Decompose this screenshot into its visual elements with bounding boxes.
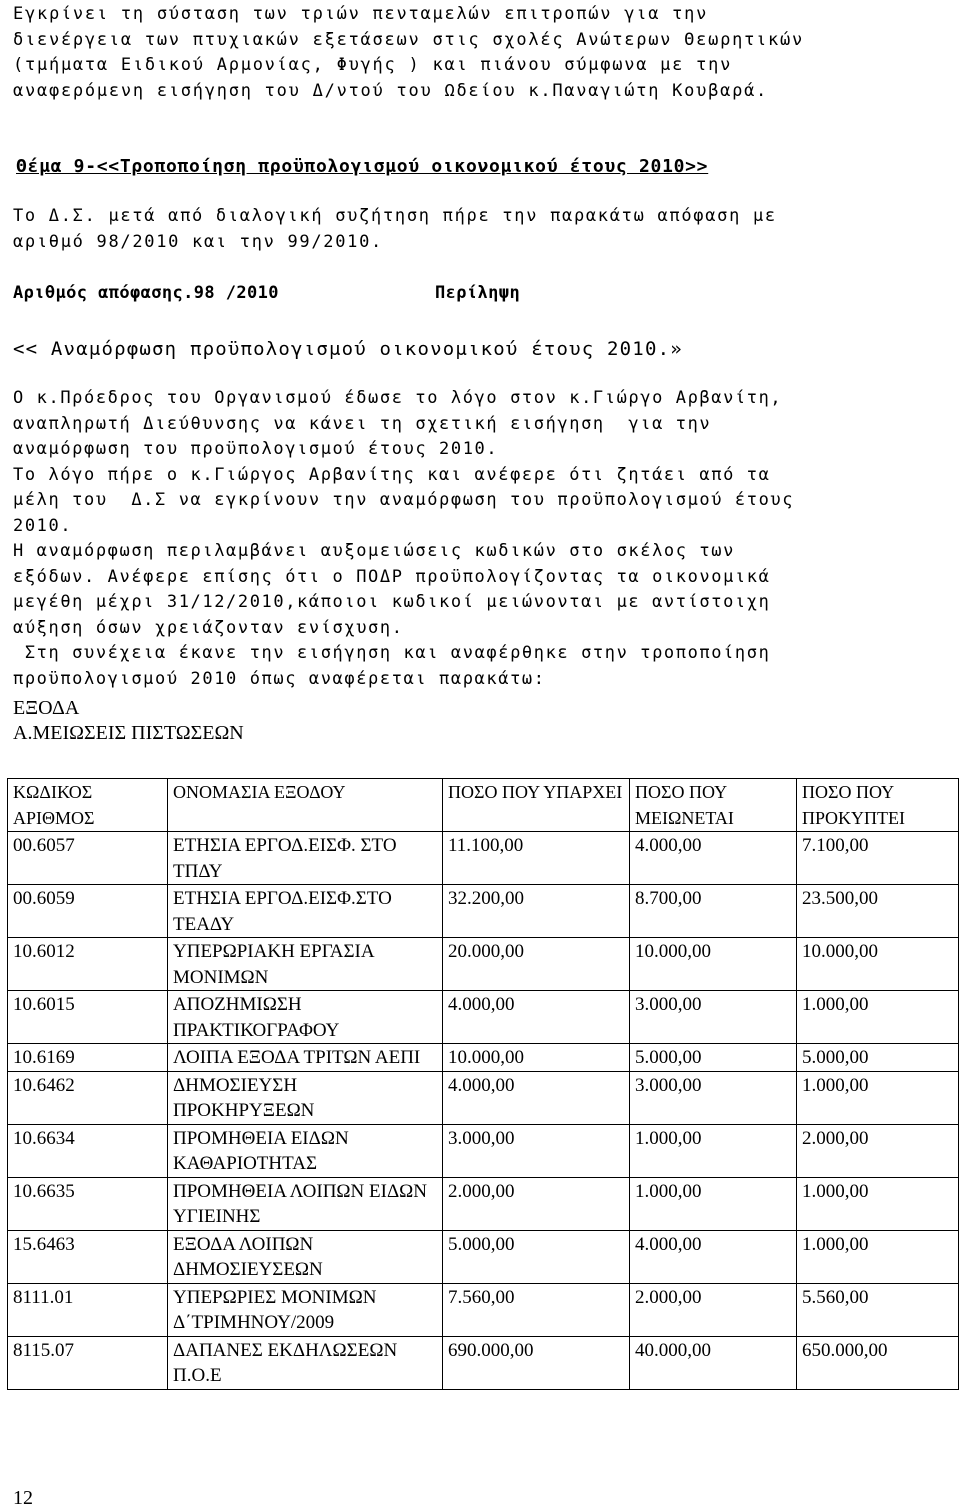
cell-reduction-amount: 1.000,00 [630,1124,797,1177]
cell-code: 15.6463 [8,1230,168,1283]
table-row [8,1044,959,1072]
cell-reduction-amount: 3.000,00 [630,991,797,1044]
table-row [8,1230,959,1283]
cell-expense-name: ΕΞΟΔΑ ΛΟΙΠΩΝ ΔΗΜΟΣΙΕΥΣΕΩΝ [168,1230,443,1283]
header-code: ΚΩΔΙΚΟΣ ΑΡΙΘΜΟΣ [8,779,168,832]
cell-resulting-amount: 23.500,00 [797,885,959,938]
cell-expense-name: ΠΡΟΜΗΘΕΙΑ ΛΟΙΠΩΝ ΕΙΔΩΝ ΥΓΙΕΙΝΗΣ [168,1177,443,1230]
cell-resulting-amount: 2.000,00 [797,1124,959,1177]
cell-code: 10.6462 [8,1071,168,1124]
cell-code: 00.6059 [8,885,168,938]
cell-reduction-amount: 4.000,00 [630,1230,797,1283]
cell-code: 10.6012 [8,938,168,991]
cell-reduction-amount: 10.000,00 [630,938,797,991]
cell-expense-name: ΥΠΕΡΩΡΙΑΚΗ ΕΡΓΑΣΙΑ ΜΟΝΙΜΩΝ [168,938,443,991]
cell-existing-amount: 20.000,00 [443,938,630,991]
header-reduction-amount: ΠΟΣΟ ΠΟΥ ΜΕΙΩΝΕΤΑΙ [630,779,797,832]
cell-code: 10.6169 [8,1044,168,1072]
cell-reduction-amount: 8.700,00 [630,885,797,938]
cell-existing-amount: 10.000,00 [443,1044,630,1072]
cell-resulting-amount: 1.000,00 [797,1071,959,1124]
cell-code: 10.6015 [8,991,168,1044]
cell-expense-name: ΕΤΗΣΙΑ ΕΡΓΟΔ.ΕΙΣΦ. ΣΤΟ ΤΠΔΥ [168,832,443,885]
cell-expense-name: ΥΠΕΡΩΡΙΕΣ ΜΟΝΙΜΩΝ Δ΄ΤΡΙΜΗΝΟΥ/2009 [168,1283,443,1336]
heading-credit-reductions: Α.ΜΕΙΩΣΕΙΣ ΠΙΣΤΩΣΕΩΝ [13,722,244,744]
cell-reduction-amount: 40.000,00 [630,1336,797,1389]
table-row [8,991,959,1044]
table-row [8,1336,959,1389]
cell-resulting-amount: 650.000,00 [797,1336,959,1389]
paragraph-proposal: Ο κ.Πρόεδρος του Οργανισμού έδωσε το λόγο στον κ.Γιώργο Αρβανίτη, αναπληρωτή Διεύθυνσης να κάνει τη σχετική εισήγηση για την αναμόρφωση του προϋπολογισμού έτους 2010. Το λόγο πήρε ο κ.Γιώργος Αρβανίτης και ανέφερε ότι ζητάει από τα μέλη του Δ.Σ να εγκρίνουν την αναμόρφωση του προϋπολογισμού έτους 2010. Η αναμόρφωση περιλαμβάνει αυξομειώσεις κωδικών στο σκέλος των εξόδων. Ανέφερε επίσης ότι ο ΠΟΔΡ προϋπολογίζοντας τα οικονομικά μεγέθη μέχρι 31/12/2010,κάποιοι κωδικοί μειώνονται με αντίστοιχη αύξηση όσων χρειάζονταν ενίσχυση. Στη συνέχεια έκανε την εισήγηση και αναφέρθηκε στην τροποποίηση προϋπολογισμού 2010 όπως αναφέρεται παρακάτω: [13,388,795,689]
cell-reduction-amount: 3.000,00 [630,1071,797,1124]
agenda-item-title [16,154,708,180]
cell-reduction-amount: 5.000,00 [630,1044,797,1072]
cell-existing-amount: 4.000,00 [443,1071,630,1124]
cell-expense-name: ΠΡΟΜΗΘΕΙΑ ΕΙΔΩΝ ΚΑΘΑΡΙΟΤΗΤΑΣ [168,1124,443,1177]
decision-subject: << Αναμόρφωση προϋπολογισμού οικονομικού έτους 2010.» [13,338,683,360]
decision-number: Αριθμός απόφασης.98 /2010 [13,283,279,303]
cell-code: 00.6057 [8,832,168,885]
cell-code: 8111.01 [8,1283,168,1336]
paragraph-committees: Εγκρίνει τη σύσταση των τριών πενταμελών επιτροπών για την διενέργεια των πτυχιακών εξετάσεων στις σχολές Ανώτερων Θεωρητικών (τμήματα Ειδικού Αρμονίας, Φυγής ) και πιάνου σύμφωνα με την αναφερόμενη εισήγηση του Δ/ντού του Ωδείου κ.Παναγιώτη Κουβαρά. [13,4,805,101]
cell-existing-amount: 2.000,00 [443,1177,630,1230]
cell-code: 10.6635 [8,1177,168,1230]
cell-expense-name: ΔΑΠΑΝΕΣ ΕΚΔΗΛΩΣΕΩΝ Π.Ο.Ε [168,1336,443,1389]
heading-expenses: ΕΞΟΔΑ [13,697,80,719]
cell-existing-amount: 3.000,00 [443,1124,630,1177]
cell-existing-amount: 5.000,00 [443,1230,630,1283]
cell-resulting-amount: 1.000,00 [797,1177,959,1230]
cell-resulting-amount: 5.000,00 [797,1044,959,1072]
cell-existing-amount: 11.100,00 [443,832,630,885]
cell-reduction-amount: 2.000,00 [630,1283,797,1336]
cell-resulting-amount: 10.000,00 [797,938,959,991]
cell-reduction-amount: 4.000,00 [630,832,797,885]
cell-existing-amount: 690.000,00 [443,1336,630,1389]
cell-resulting-amount: 1.000,00 [797,991,959,1044]
cell-code: 8115.07 [8,1336,168,1389]
table-row [8,938,959,991]
header-resulting-amount: ΠΟΣΟ ΠΟΥ ΠΡΟΚΥΠΤΕΙ [797,779,959,832]
table-row [8,1124,959,1177]
decision-number-line [13,283,521,303]
cell-resulting-amount: 7.100,00 [797,832,959,885]
cell-existing-amount: 32.200,00 [443,885,630,938]
header-expense-name: ΟΝΟΜΑΣΙΑ ΕΞΟΔΟΥ [168,779,443,832]
header-existing-amount: ΠΟΣΟ ΠΟΥ ΥΠΑΡΧΕΙ [443,779,630,832]
table-row [8,1283,959,1336]
table-header-row [8,779,959,832]
paragraph-board-decision: Το Δ.Σ. μετά από διαλογική συζήτηση πήρε την παρακάτω απόφαση με αριθμό 98/2010 και την 99/2010. [13,206,777,252]
cell-resulting-amount: 5.560,00 [797,1283,959,1336]
table-row [8,885,959,938]
cell-expense-name: ΛΟΙΠΑ ΕΞΟΔΑ ΤΡΙΤΩΝ ΑΕΠΙ [168,1044,443,1072]
cell-expense-name: ΑΠΟΖΗΜΙΩΣΗ ΠΡΑΚΤΙΚΟΓΡΑΦΟΥ [168,991,443,1044]
cell-resulting-amount: 1.000,00 [797,1230,959,1283]
cell-code: 10.6634 [8,1124,168,1177]
cell-existing-amount: 4.000,00 [443,991,630,1044]
summary-label: Περίληψη [435,283,521,303]
cell-expense-name: ΕΤΗΣΙΑ ΕΡΓΟΔ.ΕΙΣΦ.ΣΤΟ ΤΕΑΔΥ [168,885,443,938]
cell-existing-amount: 7.560,00 [443,1283,630,1336]
table-row [8,1177,959,1230]
credit-reductions-table [7,778,959,1390]
agenda-item-title-text: Θέμα 9-<<Τροποποίηση προϋπολογισμού οικονομικού έτους 2010>> [16,156,709,177]
table-row [8,1071,959,1124]
page-number: 12 [13,1487,33,1509]
table-row [8,832,959,885]
cell-reduction-amount: 1.000,00 [630,1177,797,1230]
cell-expense-name: ΔΗΜΟΣΙΕΥΣΗ ΠΡΟΚΗΡΥΞΕΩΝ [168,1071,443,1124]
